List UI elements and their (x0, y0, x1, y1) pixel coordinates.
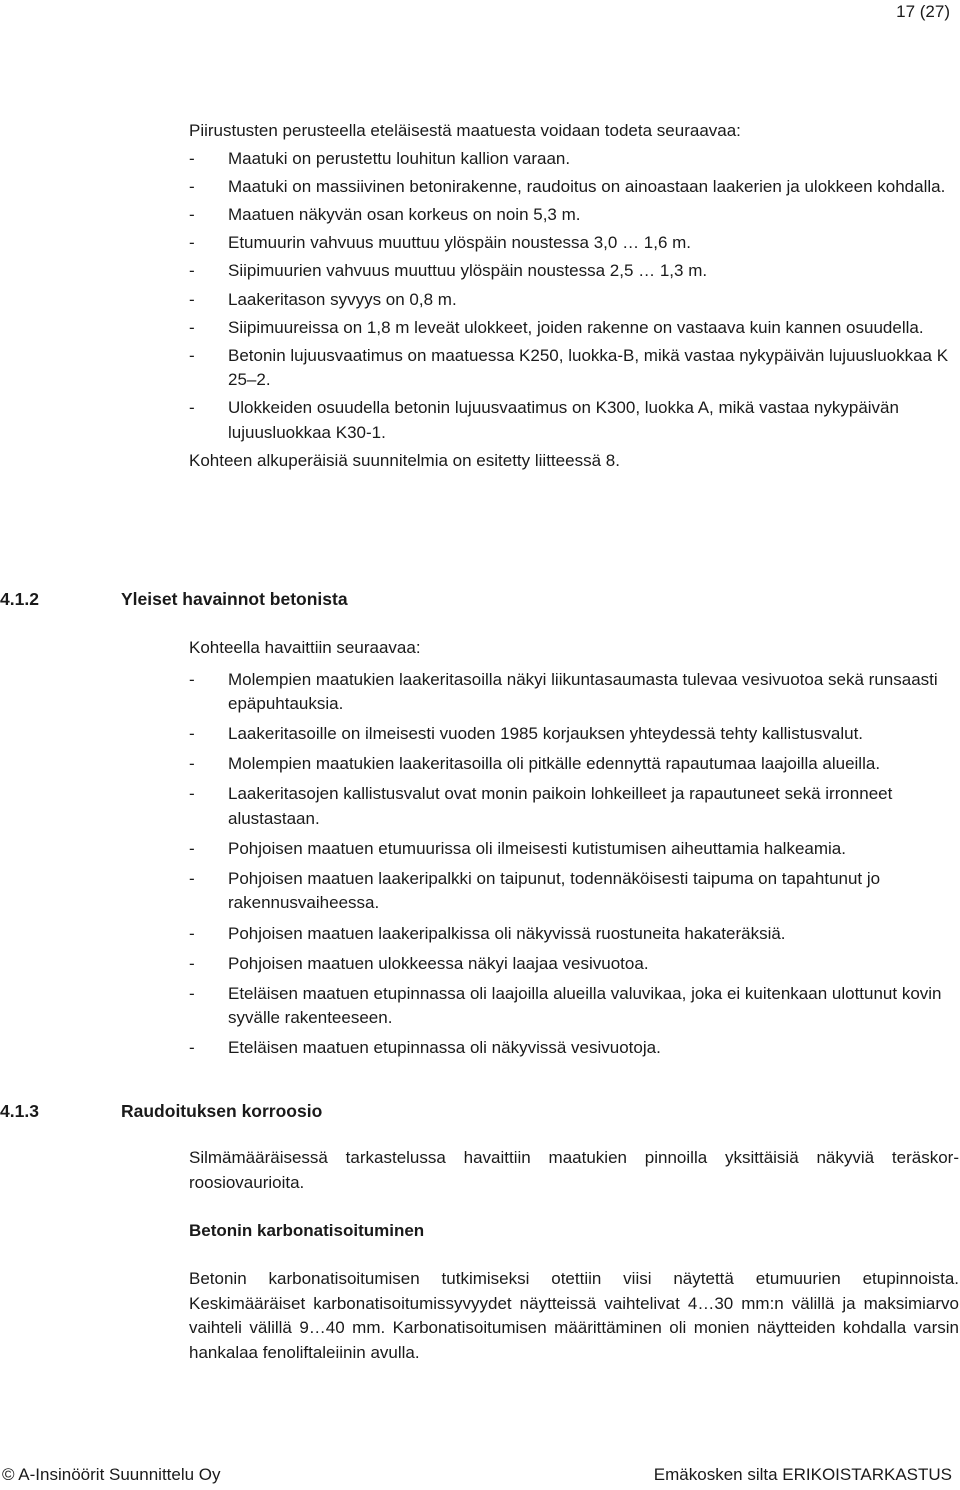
intro-list (189, 147, 959, 445)
list-item: - Siipimuureissa on 1,8 m leveät ulokkeet, joiden rakenne on vastaava kuin kannen osuudella. (189, 316, 959, 341)
observations-list (189, 668, 959, 1061)
carbonation-paragraph: Betonin karbonatisoitumisen tutkimiseksi otettiin viisi näytettä etumuurien etupinnoista. Keskimääräiset karbonatisoitumissyvyydet näytteissä vaihtelivat 4…30 mm:n välillä ja maksimiarvo vaihteli välillä 9…40 mm. Karbonatisoitumisen määrittäminen oli monien näytteiden kohdalla varsin hankalaa fenoliftaleiinin avulla. (189, 1269, 959, 1362)
list-item: - Betonin lujuusvaatimus on maatuessa K250, luokka-B, mikä vastaa nykypäivän lujuusluokkaa K 25–2. (189, 344, 959, 393)
list-item: - Siipimuurien vahvuus muuttuu ylöspäin noustessa 2,5 … 1,3 m. (189, 259, 959, 284)
list-item: - Laakeritason syvyys on 0,8 m. (189, 288, 959, 313)
observations-section (189, 636, 959, 1061)
list-item: - Pohjoisen maatuen laakeripalkissa oli näkyvissä ruostuneita hakateräksiä. (189, 922, 959, 947)
carbonation-subheading: Betonin karbonatisoituminen (189, 1221, 425, 1240)
section-number: 4.1.2 (0, 589, 39, 609)
section-heading-4-1-2 (0, 589, 348, 610)
list-item: - Maatuki on massiivinen betonirakenne, raudoitus on ainoastaan laakerien ja ulokkeen kohdalla. (189, 175, 959, 200)
list-item: - Ulokkeiden osuudella betonin lujuusvaatimus on K300, luokka A, mikä vastaa nykypäivän lujuusluokkaa K30-1. (189, 396, 959, 445)
observations-lead: Kohteella havaittiin seuraavaa: (189, 638, 421, 657)
corrosion-paragraph: Silmämääräisessä tarkastelussa havaittiin maatukien pinnoilla yksittäisiä näkyviä teräskorroosiovaurioita. (189, 1148, 959, 1192)
list-item: - Eteläisen maatuen etupinnassa oli laajoilla alueilla valuvikaa, joka ei kuitenkaan ulottunut kovin syvälle rakenteeseen. (189, 982, 959, 1031)
section-heading-4-1-3 (0, 1101, 323, 1122)
intro-lead: Piirustusten perusteella eteläisestä maatuesta voidaan todeta seuraavaa: (189, 121, 741, 140)
footer-document-title: Emäkosken silta ERIKOISTARKASTUS (653, 1465, 952, 1484)
list-item: - Maatuki on perustettu louhitun kallion varaan. (189, 147, 959, 172)
section-title: Raudoituksen korroosio (121, 1101, 323, 1121)
list-item: - Pohjoisen maatuen laakeripalkki on taipunut, todennäköisesti taipuma on tapahtunut jo rakennusvaiheessa. (189, 867, 959, 916)
intro-closing: Kohteen alkuperäisiä suunnitelmia on esitetty liitteessä 8. (189, 451, 620, 471)
list-item: - Molempien maatukien laakeritasoilla oli pitkälle edennyttä rapautumaa laajoilla alueilla. (189, 752, 959, 777)
list-item: - Etumuurin vahvuus muuttuu ylöspäin noustessa 3,0 … 1,6 m. (189, 231, 959, 256)
section-number: 4.1.3 (0, 1101, 39, 1121)
list-item: - Molempien maatukien laakeritasoilla näkyi liikuntasaumasta tulevaa vesivuotoa sekä runsaasti epäpuhtauksia. (189, 668, 959, 717)
list-item: - Pohjoisen maatuen etumuurissa oli ilmeisesti kutistumisen aiheuttamia halkeamia. (189, 837, 959, 862)
list-item: - Maatuen näkyvän osan korkeus on noin 5,3 m. (189, 203, 959, 228)
list-item: - Laakeritasoille on ilmeisesti vuoden 1985 korjauksen yhteydessä tehty kallistusvalut. (189, 722, 959, 747)
intro-section (189, 119, 959, 474)
list-item: - Pohjoisen maatuen ulokkeessa näkyi laajaa vesivuotoa. (189, 952, 959, 977)
page-number: 17 (27) (896, 2, 950, 21)
footer-company: © A-Insinöörit Suunnittelu Oy (2, 1465, 221, 1484)
list-item: - Laakeritasojen kallistusvalut ovat monin paikoin lohkeilleet ja rapautuneet sekä irronneet alustastaan. (189, 782, 959, 831)
section-title: Yleiset havainnot betonista (121, 589, 348, 609)
list-item: - Eteläisen maatuen etupinnassa oli näkyvissä vesivuotoja. (189, 1036, 959, 1061)
